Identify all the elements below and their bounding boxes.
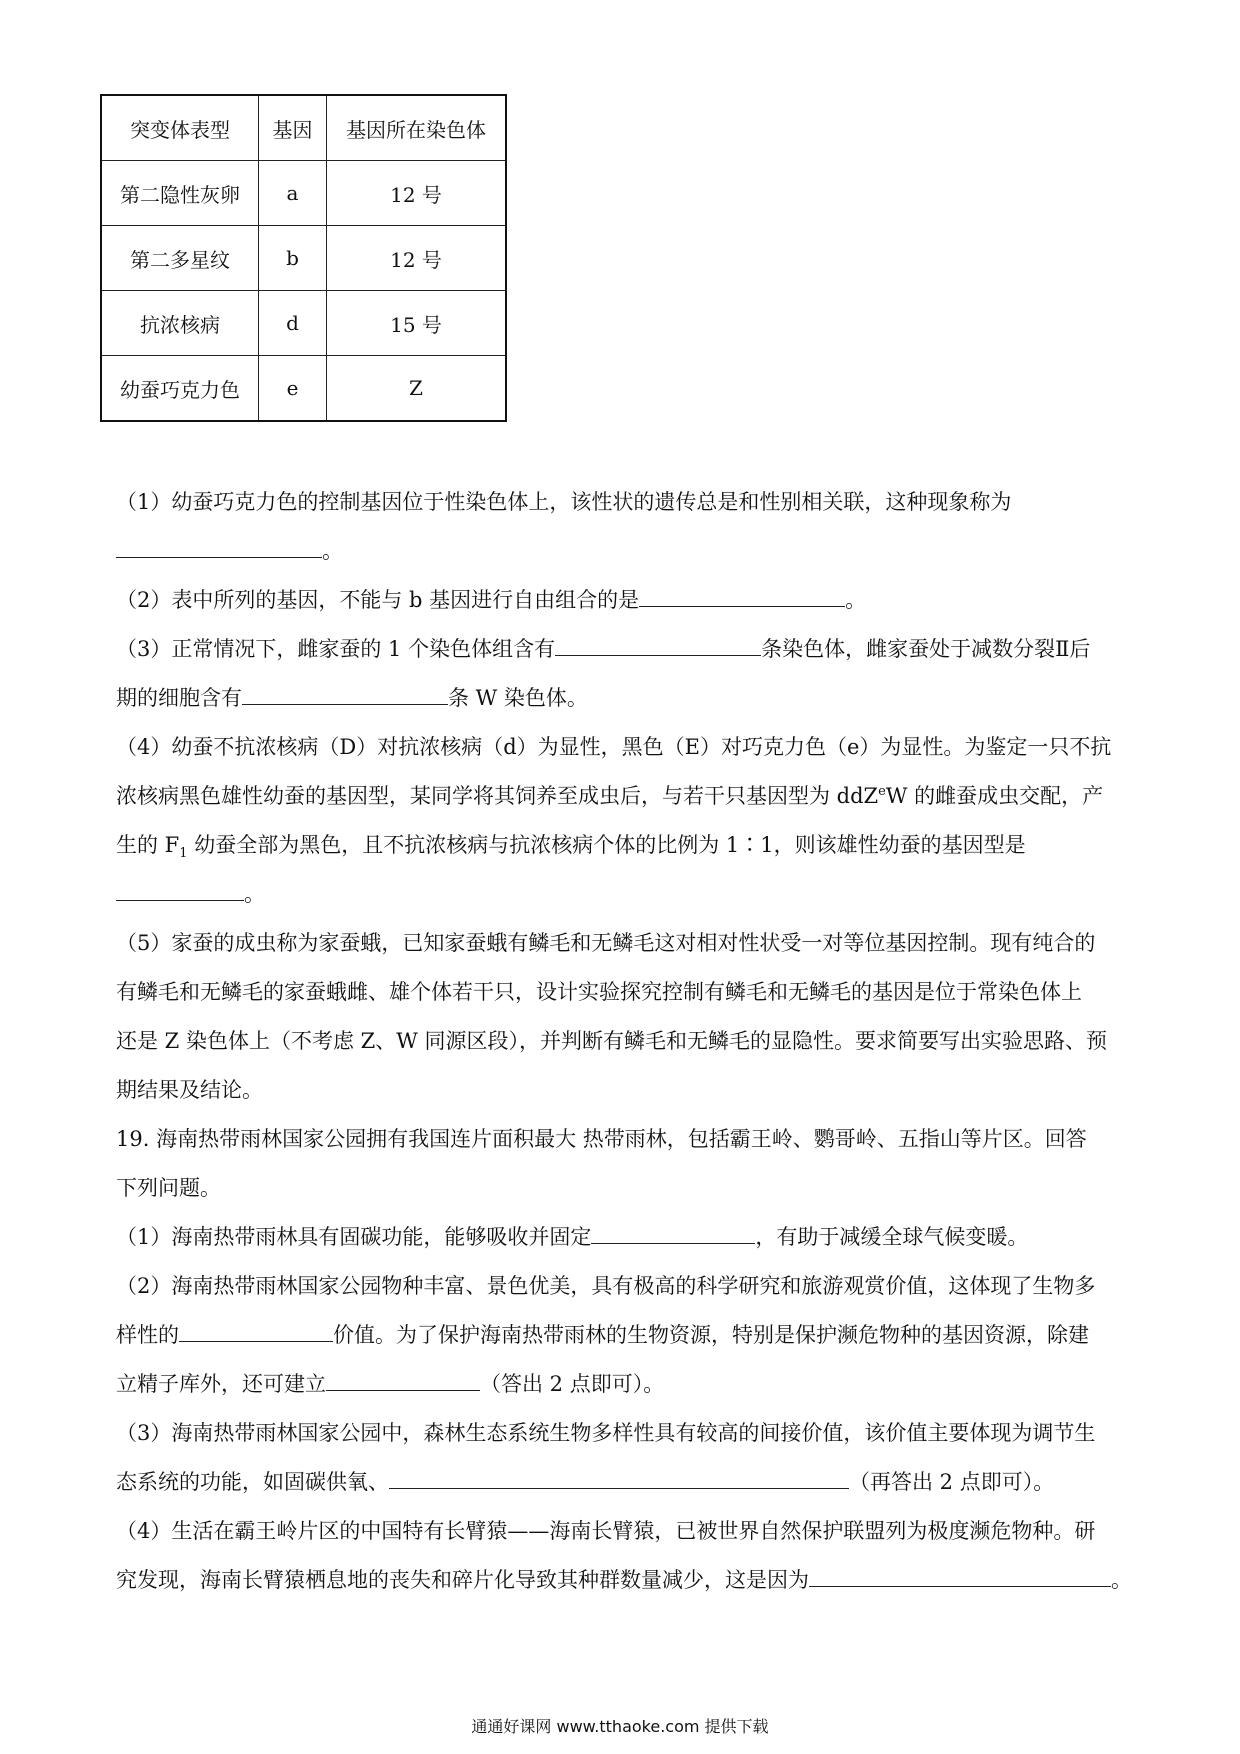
q19-part2-line2: 样性的 价值。为了保护海南热带雨林的生物资源，特别是保护濒危物种的基因资源，除建 (116, 1311, 1130, 1360)
answer-blank[interactable] (591, 1221, 755, 1244)
q19-intro-line1: 19. 海南热带雨林国家公园拥有我国连片面积最大 热带雨林，包括霸王岭、鹦哥岭、五指山等片区。回答 (116, 1127, 1087, 1151)
table-row (101, 226, 506, 291)
table-cell: 第二隐性灰卵 (101, 161, 259, 226)
q18-part4-line1: （4）幼蚕不抗浓核病（D）对抗浓核病（d）为显性，黑色（E）对巧克力色（e）为显性。为鉴定一只不抗 (116, 735, 1112, 759)
q19-part1: （1）海南热带雨林具有固碳功能，能够吸收并固定 ，有助于减缓全球气候变暖。 (116, 1213, 1130, 1262)
q18-part5-line1: （5）家蚕的成虫称为家蚕蛾，已知家蚕蛾有鳞毛和无鳞毛这对相对性状受一对等位基因控制。现有纯合的 (116, 931, 1096, 955)
q18-part1-line2: 。 (116, 527, 1130, 576)
q18-part3-line2: 期的细胞含有 条 W 染色体。 (116, 674, 1130, 723)
answer-blank[interactable] (326, 1368, 480, 1391)
table-row (101, 161, 506, 226)
q18-part1-line1: （1）幼蚕巧克力色的控制基因位于性染色体上，该性状的遗传总是和性别相关联，这种现象称为 (116, 490, 1012, 514)
answer-blank[interactable] (809, 1564, 1111, 1587)
table-cell: d (259, 291, 327, 356)
q19-part2-line3: 立精子库外，还可建立 （答出 2 点即可）。 (116, 1360, 1130, 1409)
table-cell: a (259, 161, 327, 226)
q18-part3-line1: （3）正常情况下，雌家蚕的 1 个染色体组含有 条染色体，雌家蚕处于减数分裂Ⅱ后 (116, 625, 1130, 674)
q19-part4-line1: （4）生活在霸王岭片区的中国特有长臂猿——海南长臂猿，已被世界自然保护联盟列为极度濒危物种。研 (116, 1519, 1096, 1543)
page-footer: 通通好课网 www.tthaoke.com 提供下载 (471, 1717, 769, 1736)
table-header-cell: 基因所在染色体 (327, 95, 507, 161)
table-cell: 幼蚕巧克力色 (101, 356, 259, 422)
table-header-row (101, 95, 506, 161)
answer-blank[interactable] (116, 535, 322, 558)
table-cell: 15 号 (327, 291, 507, 356)
table-header-cell: 突变体表型 (101, 95, 259, 161)
answer-blank[interactable] (179, 1319, 333, 1342)
table-cell: 第二多星纹 (101, 226, 259, 291)
table-header-cell: 基因 (259, 95, 327, 161)
q19-part4-line2: 究发现，海南长臂猿栖息地的丧失和碎片化导致其种群数量减少，这是因为 。 (116, 1556, 1130, 1605)
answer-blank[interactable] (242, 682, 448, 705)
answer-blank[interactable] (555, 633, 761, 656)
answer-blank[interactable] (389, 1466, 849, 1489)
table-cell: Z (327, 356, 507, 422)
table-row (101, 291, 506, 356)
table-cell: e (259, 356, 327, 422)
q18-part5-line3: 还是 Z 染色体上（不考虑 Z、W 同源区段），并判断有鳞毛和无鳞毛的显隐性。要求简要写出实验思路、预 (116, 1029, 1107, 1053)
q18-part4-line2: 浓核病黑色雄性幼蚕的基因型，某同学将其饲养至成虫后，与若干只基因型为 ddZ$^e$W 的雌蚕成虫交配，产 (116, 784, 1104, 808)
q19-part3-line2: 态系统的功能，如固碳供氧、 （再答出 2 点即可）。 (116, 1458, 1130, 1507)
q19-part3-line1: （3）海南热带雨林国家公园中，森林生态系统生物多样性具有较高的间接价值，该价值主要体现为调节生 (116, 1421, 1096, 1445)
table-cell: 抗浓核病 (101, 291, 259, 356)
q19-intro-line2: 下列问题。 (116, 1176, 221, 1200)
mutant-gene-table (100, 94, 507, 422)
answer-blank[interactable] (116, 878, 244, 901)
q18-part4-line4: 。 (116, 870, 1130, 919)
answer-blank[interactable] (639, 584, 845, 607)
q18-part4-line3: 生的 $F_1$ 幼蚕全部为黑色，且不抗浓核病与抗浓核病个体的比例为 1∶1，则该雄性幼蚕的基因型是 (116, 833, 1026, 862)
table-cell: 12 号 (327, 161, 507, 226)
table-cell: b (259, 226, 327, 291)
q18-part5-line4: 期结果及结论。 (116, 1078, 263, 1102)
q18-part2: （2）表中所列的基因，不能与 b 基因进行自由组合的是 。 (116, 576, 1130, 625)
q18-part5-line2: 有鳞毛和无鳞毛的家蚕蛾雌、雄个体若干只，设计实验探究控制有鳞毛和无鳞毛的基因是位于常染色体上 (116, 980, 1082, 1004)
table-cell: 12 号 (327, 226, 507, 291)
table-row (101, 356, 506, 422)
q19-part2-line1: （2）海南热带雨林国家公园物种丰富、景色优美，具有极高的科学研究和旅游观赏价值，这体现了生物多 (116, 1274, 1096, 1298)
